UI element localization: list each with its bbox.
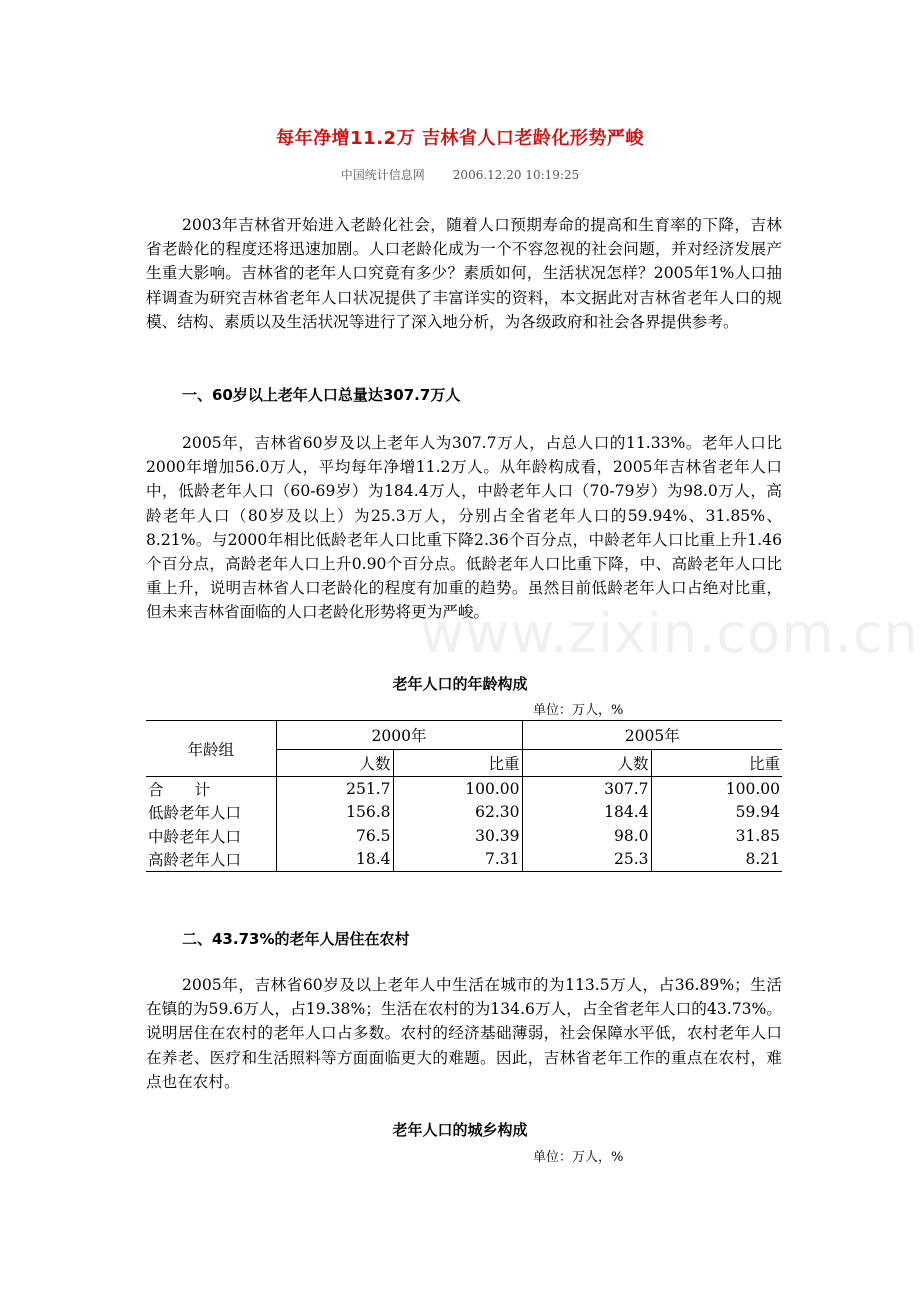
count-2005: 307.7 — [522, 777, 651, 801]
share-2005: 100.00 — [651, 777, 782, 801]
header-share-2000: 比重 — [393, 750, 522, 777]
table-row — [146, 777, 782, 801]
table-2-title: 老年人口的城乡构成 — [392, 1121, 528, 1139]
table-row — [146, 824, 782, 848]
header-year-2005: 2005年 — [522, 721, 782, 750]
article-meta — [0, 166, 920, 183]
row-label: 低龄老年人口 — [148, 804, 242, 823]
row-label: 高龄老年人口 — [146, 848, 276, 872]
table-1-title: 老年人口的年龄构成 — [392, 675, 528, 693]
table-row — [146, 801, 782, 825]
share-2005: 8.21 — [651, 848, 782, 872]
share-2005: 59.94 — [651, 801, 782, 825]
section-heading-1: 一、60岁以上老年人口总量达307.7万人 — [182, 386, 461, 404]
count-2005: 25.3 — [522, 848, 651, 872]
age-structure-table — [146, 720, 782, 872]
share-2000: 62.30 — [393, 801, 522, 825]
table-row — [146, 848, 782, 872]
table-2-unit: 单位：万人，% — [533, 1150, 624, 1165]
header-age-group: 年龄组 — [146, 721, 276, 777]
count-2000: 18.4 — [276, 848, 393, 872]
article-datetime: 2006.12.20 10:19:25 — [452, 168, 580, 182]
count-2000: 156.8 — [276, 801, 393, 825]
article-source: 中国统计信息网 — [340, 168, 425, 182]
section-2-paragraph: 2005年，吉林省60岁及以上老年人中生活在城市的为113.5万人，占36.89%；生活在镇的为59.6万人，占19.38%；生活在农村的为134.6万人，占全省老年人口的43.73%。说明居住在农村的老年人口占多数。农村的经济基础薄弱，社会保障水平低，农村老年人口在养老、医疗和生活照料等方面面临更大的难题。因此，吉林省老年工作的重点在农村，难点也在农村。 — [146, 976, 782, 1091]
table-1-unit: 单位：万人，% — [533, 703, 624, 718]
header-share-2005: 比重 — [651, 750, 782, 777]
article-title: 每年净增11.2万 吉林省人口老龄化形势严峻 — [276, 128, 644, 149]
header-count-2000: 人数 — [276, 750, 393, 777]
section-heading-2: 二、43.73%的老年人居住在农村 — [182, 930, 410, 948]
section-1-paragraph: 2005年，吉林省60岁及以上老年人为307.7万人，占总人口的11.33%。老年人口比2000年增加56.0万人，平均每年净增11.2万人。从年龄构成看，2005年吉林省老年人口中，低龄老年人口（60-69岁）为184.4万人，中龄老年人口（70-79岁）为98.0万人，高龄老年人口（80岁及以上）为25.3万人，分别占全省老年人口的59.94%、31.85%、8.21%。与2000年相比低龄老年人口比重下降2.36个百分点，中龄老年人口比重上升1.46个百分点，高龄老年人口上升0.90个百分点。低龄老年人口比重下降，中、高龄老年人口比重上升，说明吉林省人口老龄化的程度有加重的趋势。虽然目前低龄老年人口占绝对比重，但未来吉林省面临的人口老龄化形势将更为严峻。 — [146, 434, 782, 622]
count-2000: 76.5 — [276, 824, 393, 848]
count-2005: 184.4 — [522, 801, 651, 825]
share-2000: 100.00 — [393, 777, 522, 801]
row-label: 合 计 — [148, 780, 211, 799]
count-2000: 251.7 — [276, 777, 393, 801]
share-2005: 31.85 — [651, 824, 782, 848]
row-label: 中龄老年人口 — [148, 827, 242, 846]
header-year-2000: 2000年 — [276, 721, 522, 750]
share-2000: 30.39 — [393, 824, 522, 848]
header-count-2005: 人数 — [522, 750, 651, 777]
count-2005: 98.0 — [522, 824, 651, 848]
watermark: www.zixin.com.cn — [420, 602, 919, 665]
share-2000: 7.31 — [393, 848, 522, 872]
intro-paragraph: 2003年吉林省开始进入老龄化社会，随着人口预期寿命的提高和生育率的下降，吉林省老龄化的程度还将迅速加剧。人口老龄化成为一个不容忽视的社会问题，并对经济发展产生重大影响。吉林省的老年人口究竟有多少？素质如何，生活状况怎样？2005年1%人口抽样调查为研究吉林省老年人口状况提供了丰富详实的资料，本文据此对吉林省老年人口的规模、结构、素质以及生活状况等进行了深入地分析，为各级政府和社会各界提供参考。 — [146, 216, 782, 331]
